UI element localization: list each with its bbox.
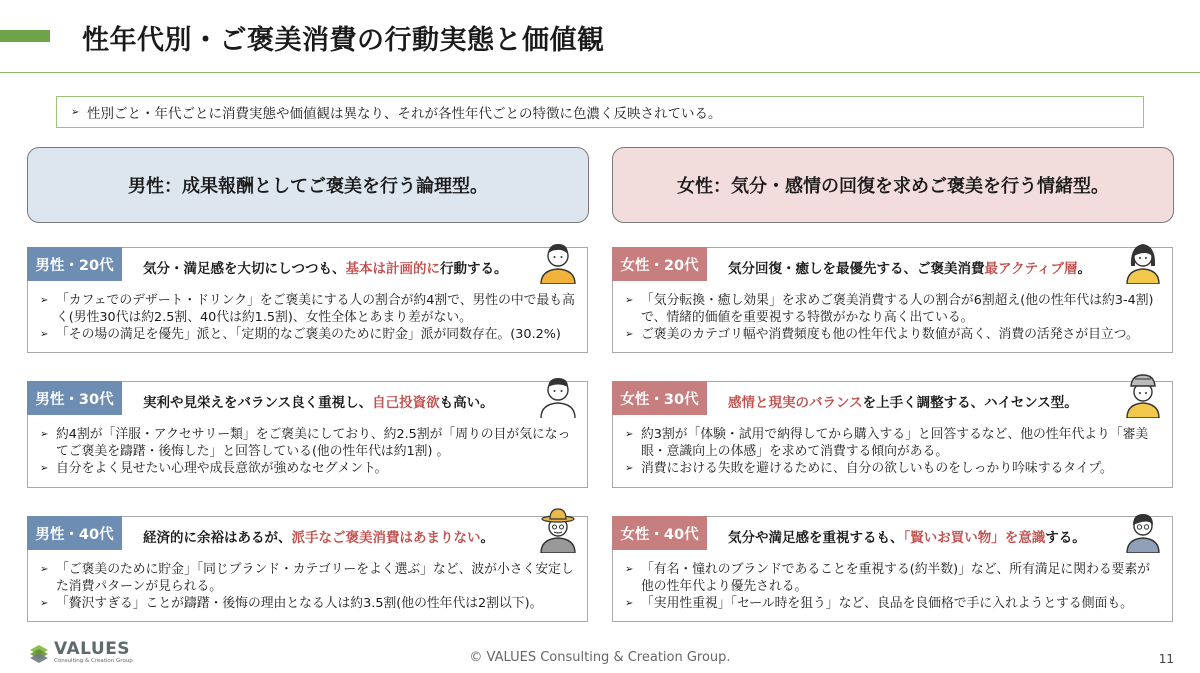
bullet-item: ➢ ご褒美のカテゴリ幅や消費頻度も他の性年代より数値が高く、消費の活発さが目立つ。 xyxy=(625,327,1139,342)
man-with-hat-avatar-icon xyxy=(537,505,579,553)
headline-highlight: 最アクティブ層 xyxy=(984,261,1078,277)
card-female-20s xyxy=(612,247,1173,353)
arrow-bullet-icon: ➢ xyxy=(40,329,49,340)
bullet-item: ➢ 自分をよく見せたい心理や成長意欲が強めなセグメント。 xyxy=(40,461,388,476)
logo-tagline: Consulting & Creation Group xyxy=(54,658,133,664)
bullet-item: ➢ 「有名・憧れのブランドであることを重視する(約半数)」など、所有満足に関わる要素が他の性年代より優先される。 xyxy=(625,562,1151,594)
arrow-bullet-icon: ➢ xyxy=(625,463,634,474)
title-accent-bar xyxy=(0,30,50,42)
arrow-bullet-icon: ➢ xyxy=(625,329,634,340)
woman-with-hat-avatar-icon xyxy=(1122,370,1164,418)
arrow-bullet-icon: ➢ xyxy=(625,295,634,306)
card-headline: 気分・満足感を大切にしつつも、基本は計画的に行動する。 xyxy=(143,261,508,277)
title-divider xyxy=(0,72,1200,73)
bullet-item: ➢ 「ご褒美のために貯金」「同じブランド・カテゴリーをよく選ぶ」など、波が小さく安定した消費パターンが見られる。 xyxy=(40,562,574,594)
headline-highlight: 「賢いお買い物」を意識 xyxy=(903,530,1046,546)
arrow-bullet-icon: ➢ xyxy=(71,106,80,118)
headline-highlight: 基本は計画的に xyxy=(345,261,440,277)
arrow-bullet-icon: ➢ xyxy=(40,463,49,474)
bullet-item: ➢ 消費における失敗を避けるために、自分の欲しいものをしっかり吟味するタイプ。 xyxy=(625,461,1113,476)
card-male-20s xyxy=(27,247,588,353)
card-female-40s xyxy=(612,516,1173,622)
summary-text: 性別ごと・年代ごとに消費実態や価値観は異なり、それが各性年代ごとの特徴に色濃く反映されている。 xyxy=(87,106,722,122)
bullet-item: ➢ 「カフェでのデザート・ドリンク」をご褒美にする人の割合が約4割で、男性の中で最も高く(男性30代は約2.5割、40代は約1.5割)、女性全体とあまり差がない。 xyxy=(40,293,575,325)
summary-box xyxy=(56,96,1144,128)
card-headline: 気分や満足感を重視するも、「賢いお買い物」を意識する。 xyxy=(728,530,1086,546)
card-headline: 経済的に余裕はあるが、派手なご褒美消費はあまりない。 xyxy=(143,530,494,546)
male-category-header: 男性：成果報酬としてご褒美を行う論理型。 xyxy=(27,147,589,223)
page-number: 11 xyxy=(1158,652,1174,666)
arrow-bullet-icon: ➢ xyxy=(625,564,634,575)
arrow-bullet-icon: ➢ xyxy=(40,598,49,609)
arrow-bullet-icon: ➢ xyxy=(40,295,49,306)
segment-tag: 男性・20代 xyxy=(27,247,122,281)
bullet-item: ➢ 「その場の満足を優先」派と、「定期的なご褒美のために貯金」派が同数存在。(30.2%) xyxy=(40,327,561,342)
bullet-item: ➢ 「実用性重視」「セール時を狙う」など、良品を良価格で手に入れようとする側面も。 xyxy=(625,596,1133,611)
card-female-30s xyxy=(612,381,1173,488)
arrow-bullet-icon: ➢ xyxy=(625,598,634,609)
young-woman-avatar-icon xyxy=(1122,236,1164,284)
arrow-bullet-icon: ➢ xyxy=(40,429,49,440)
bullet-item: ➢ 約4割が「洋服・アクセサリー類」をご褒美にしており、約2.5割が「周りの目が気になってご褒美を躊躇・後悔した」と回答している(他の性年代は約1割) 。 xyxy=(40,427,571,459)
woman-with-glasses-avatar-icon xyxy=(1122,505,1164,553)
young-man-avatar-icon xyxy=(537,236,579,284)
segment-tag: 男性・30代 xyxy=(27,381,122,415)
headline-highlight: 自己投資欲 xyxy=(372,395,440,411)
page-title: 性年代別・ご褒美消費の行動実態と価値観 xyxy=(82,25,605,56)
card-headline: 感情と現実のバランスを上手く調整する、ハイセンス型。 xyxy=(728,395,1078,411)
arrow-bullet-icon: ➢ xyxy=(625,429,634,440)
card-male-40s xyxy=(27,516,588,622)
bullet-item: ➢ 「気分転換・癒し効果」を求めご褒美消費する人の割合が6割超え(他の性年代は約3-4割)で、情緒的価値を重要視する特徴がかなり高く出ている。 xyxy=(625,293,1154,325)
card-male-30s xyxy=(27,381,588,488)
female-category-header: 女性：気分・感情の回復を求めご褒美を行う情緒型。 xyxy=(612,147,1174,223)
copyright-notice: © VALUES Consulting & Creation Group. xyxy=(469,650,731,665)
segment-tag: 男性・40代 xyxy=(27,516,122,550)
man-avatar-icon xyxy=(537,370,579,418)
segment-tag: 女性・30代 xyxy=(612,381,707,415)
arrow-bullet-icon: ➢ xyxy=(40,564,49,575)
headline-highlight: 感情と現実のバランス xyxy=(728,395,863,411)
bullet-item: ➢ 約3割が「体験・試用で納得してから購入する」と回答するなど、他の性年代より「審美眼・意識向上の体感」を求めて消費する傾向がある。 xyxy=(625,427,1149,459)
card-headline: 実利や見栄えをバランス良く重視し、自己投資欲も高い。 xyxy=(143,395,494,411)
logo-wordmark: VALUES xyxy=(54,639,131,659)
segment-tag: 女性・20代 xyxy=(612,247,707,281)
segment-tag: 女性・40代 xyxy=(612,516,707,550)
bullet-item: ➢ 「贅沢すぎる」ことが躊躇・後悔の理由となる人は約3.5割(他の性年代は2割以下)。 xyxy=(40,596,543,611)
headline-highlight: 派手なご褒美消費はあまりない xyxy=(291,530,481,546)
card-headline: 気分回復・癒しを最優先する、ご褒美消費最アクティブ層。 xyxy=(728,261,1092,277)
